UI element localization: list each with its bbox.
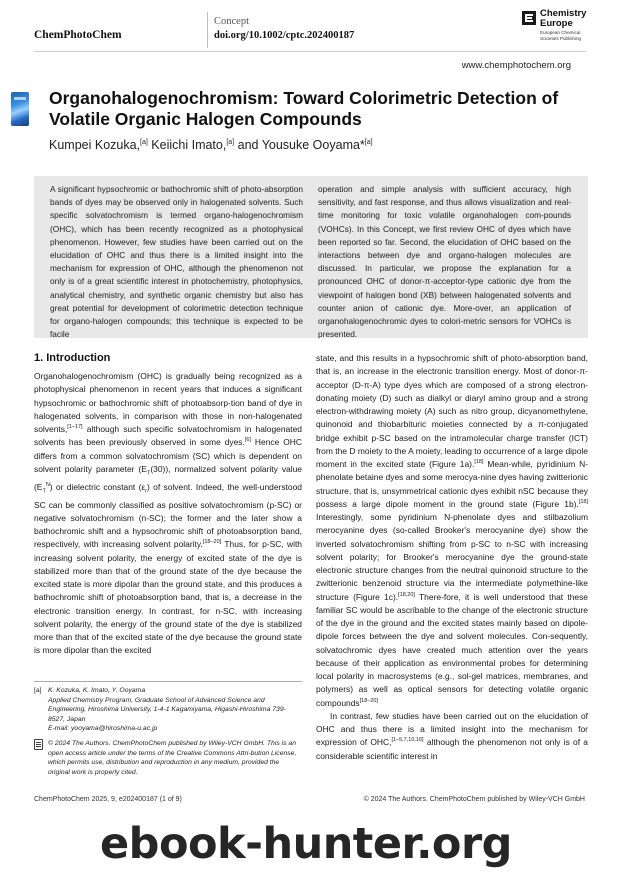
watermark-banner: ebook-hunter.org [100, 819, 512, 869]
citation-ref[interactable]: [18] [578, 498, 588, 505]
abstract-box [34, 176, 588, 338]
citation-ref[interactable]: [6] [244, 437, 251, 444]
citation-ref[interactable]: [1–5,7,10,16] [391, 737, 424, 744]
toc-graphic-thumbnail[interactable] [11, 92, 29, 126]
body-paragraph: state, and this results in a hypsochromic shift of photo-absorption band, that is, an increase in the electronic transition energy. Most of donor-π-acceptor (D-π-A) type dyes which are composed of a strong electron-donating moiety (D) such as dialkyl or diaryl amino group and a strong electron-withdrawing moiety (A) such as nitro group, dicyanomethylene, quinonoid and thiobarbituric moieties connected by a π-conjugated bridge exhibit p-SC based on the intramolecular charge transfer (ICT) from the D moiety to the A moiety, leading to occurrence of a large dipole moment in the excited state (Figure 1a).[18] Mean-while, pyridinium N-phenolate betaine dyes and some merocya-nine dyes having zwitterionic structure, that is, unsymmetrical cationic dyes exhibit nSC because they possess a large dipole moment in the ground state (Figure 1b).[18] Interestingly, some pyridinium N-phenolate dyes and stilbazolium merocyanine dyes (so-called Brooker's merocyanine dye) show the inverted solvatochromism shifting from p-SC to n-SC with increasing solvent polarity; for Brooker's merocyanine dye the ground-state electronic structure changes from the neutral quinonoid structure to the zwitterionic benzenoid structure via the intermediate polymethine-like structure (Figure 1c).[18,20] There-fore, it is well understood that these familiar SC would be ascribable to the change of the electronic structure of the dye in the ground and the excited states mainly based on dipole-dipole forces between the dye and solvent molecules. Con-sequently, solvatochromic dyes have created much attention over the years because of their application as environmental probes for determining local polarity in macrosystems (e.g., sol-gel matrices, membranes, and polymers) as well as optical sensors for detecting volatile organic compounds[18–20] [316, 353, 589, 708]
footnote-affiliation: Applied Chemistry Program, Graduate School of Advanced Science and Engineering, Hiroshima University, 1-4-1 Kagamiyama, Higashi-Hiroshima 739-8527, Japan [48, 696, 286, 723]
body-paragraph: In contrast, few studies have been carried out on the elucidation of OHC and thus there is a limited insight into the mechanism for expression of OHC,[1–5,7,10,16] although the phenomenon not only is of a considerable scientific interest in [316, 710, 589, 761]
article-type: Concept [214, 16, 249, 27]
publisher-name: Chemistry Europe [540, 8, 587, 29]
footnote-email[interactable]: E-mail: yooyama@hiroshima-u.ac.jp [48, 725, 158, 733]
body-left-column [34, 370, 302, 658]
footnote-rule [34, 681, 302, 682]
author-name[interactable]: Kumpei Kozuka, [49, 138, 141, 152]
open-access-icon [34, 739, 43, 750]
citation-ref[interactable]: [18–20] [359, 697, 378, 704]
license-text: © 2024 The Authors. ChemPhotoChem published by Wiley-VCH GmbH. This is an open access article under the terms of the Creative Commons Attri-bution License, which permits use, distribution and reproduction in any medium, provided the original work is properly cited. [48, 740, 297, 776]
body-right-column [316, 352, 588, 763]
footnote-tag: [a] [34, 687, 42, 694]
affiliation-marker: [a] [140, 138, 148, 146]
copyright-footer: © 2024 The Authors. ChemPhotoChem published by Wiley-VCH GmbH [363, 796, 585, 803]
section-heading: 1. Introduction [34, 352, 111, 364]
footnote-authors: K. Kozuka, K. Imato, Y. Ooyama [48, 687, 146, 694]
abstract-right-column: operation and simple analysis with sufficient accuracy, high sensitivity, and fast response, and thus allows visualization and real-time monitoring for toxic volatile organohalogen com-pounds (VOHCs). In this Concept, we first review OHC of dyes which have been reported so far. Second, the elucidation of OHC based on the interactions between dye and organo-halogen molecules are discussed. In particular, we propose the explanation for a pronounced OHC of donor-π-acceptor-type cationic dye from the viewpoint of halogen bond (XB) between halogenated solvents and counter anion of cationic dye. More-over, an application of organohalogenochromic dyes to colori-metric sensors for VOHCs is presented. [318, 184, 571, 340]
header-divider [207, 12, 208, 48]
affiliation-footnote [34, 686, 302, 734]
author-list [49, 138, 373, 152]
citation-ref[interactable]: [18–20] [202, 539, 222, 546]
publisher-logo[interactable] [522, 9, 608, 49]
abstract-left-column: A significant hypsochromic or bathochromic shift of photo-absorption bands of dyes may be observed only in halogenated solvents. Such specific solvatochromism is termed organo-halogenochromism (OHC), which has been recently recognized as a photophysical phenomenon. However, few studies have been carried out on the elucidation of OHC and thus there is a limited insight into the mechanism for expression of OHC, although the phenomenon not only is of a great scientific interest in photochemistry, photophysics, analytical chemistry, and synthetic organic chemistry but also has great potential for development of colorimetric detection technique for organo-halogen compounds; this technique is expected to be facile [50, 184, 303, 340]
license-footnote [34, 739, 302, 777]
citation-ref[interactable]: [18,20] [398, 591, 415, 598]
citation-ref[interactable]: [18] [474, 459, 484, 466]
author-name[interactable]: and Yousuke Ooyama* [234, 138, 365, 152]
chemistry-europe-logo-icon [522, 11, 536, 25]
journal-website-link[interactable]: www.chemphotochem.org [461, 60, 571, 71]
affiliation-marker: [a] [226, 138, 235, 146]
citation-ref[interactable]: [1–17] [67, 424, 83, 431]
journal-name: ChemPhotoChem [34, 29, 122, 41]
intro-paragraph: Organohalogenochromism (OHC) is gradually being recognized as a photophysical phenomenon in recent years that induces a significant hypsochromic or bathochromic shift of photoabsorp-tion band of dye in halogenated solvents, in comparison with those in non-halogenated solvents,[1–17] although such specific solvatochromism in halogenated solvents has been previously observed in some dyes.[6] Hence OHC differs from a common solvatochromism (SC) which is dependent on solvent polarity parameter $(E_T(30))$, normalized solvent polarity value $(E_T^N)$ or dielectric constant $(\varepsilon_r)$ of solvent. Indeed, the well-understood SC can be commonly classified as positive solvatochromism (p-SC) or negative solvatochromism (n-SC); the former and the later show a bathochromic shift and a hypsochromic shift of photoabsorption band, respectively, with increasing solvent polarity.[18–20] Thus, for p-SC, with increasing solvent polarity, the energy of excited state of the dye is stabilized more than that of the ground state of the dye because the excited state is more dipolar than the ground state, and this produces a bathochromic shift of photoabsorption band, that is, a decrease in the electronic transition energy. In contrast, for n-SC, with increasing solvent polarity, the energy of the ground state of the dye is stabilized more than that of the excited state of the dye because the ground state is more dipolar than the excited [34, 371, 303, 656]
article-title: Organohalogenochromism: Toward Colorimetric Detection of Volatile Organic Halogen Compounds [49, 88, 559, 129]
author-name[interactable]: Keiichi Imato, [147, 138, 227, 152]
doi-link[interactable]: doi.org/10.1002/cptc.202400187 [214, 30, 355, 41]
citation-footer: ChemPhotoChem 2025, 9, e202400187 (1 of 9) [34, 796, 182, 803]
header-rule [34, 51, 586, 52]
publisher-subtitle: European Chemical Societies Publishing [540, 30, 582, 41]
affiliation-marker: [a] [364, 138, 373, 146]
